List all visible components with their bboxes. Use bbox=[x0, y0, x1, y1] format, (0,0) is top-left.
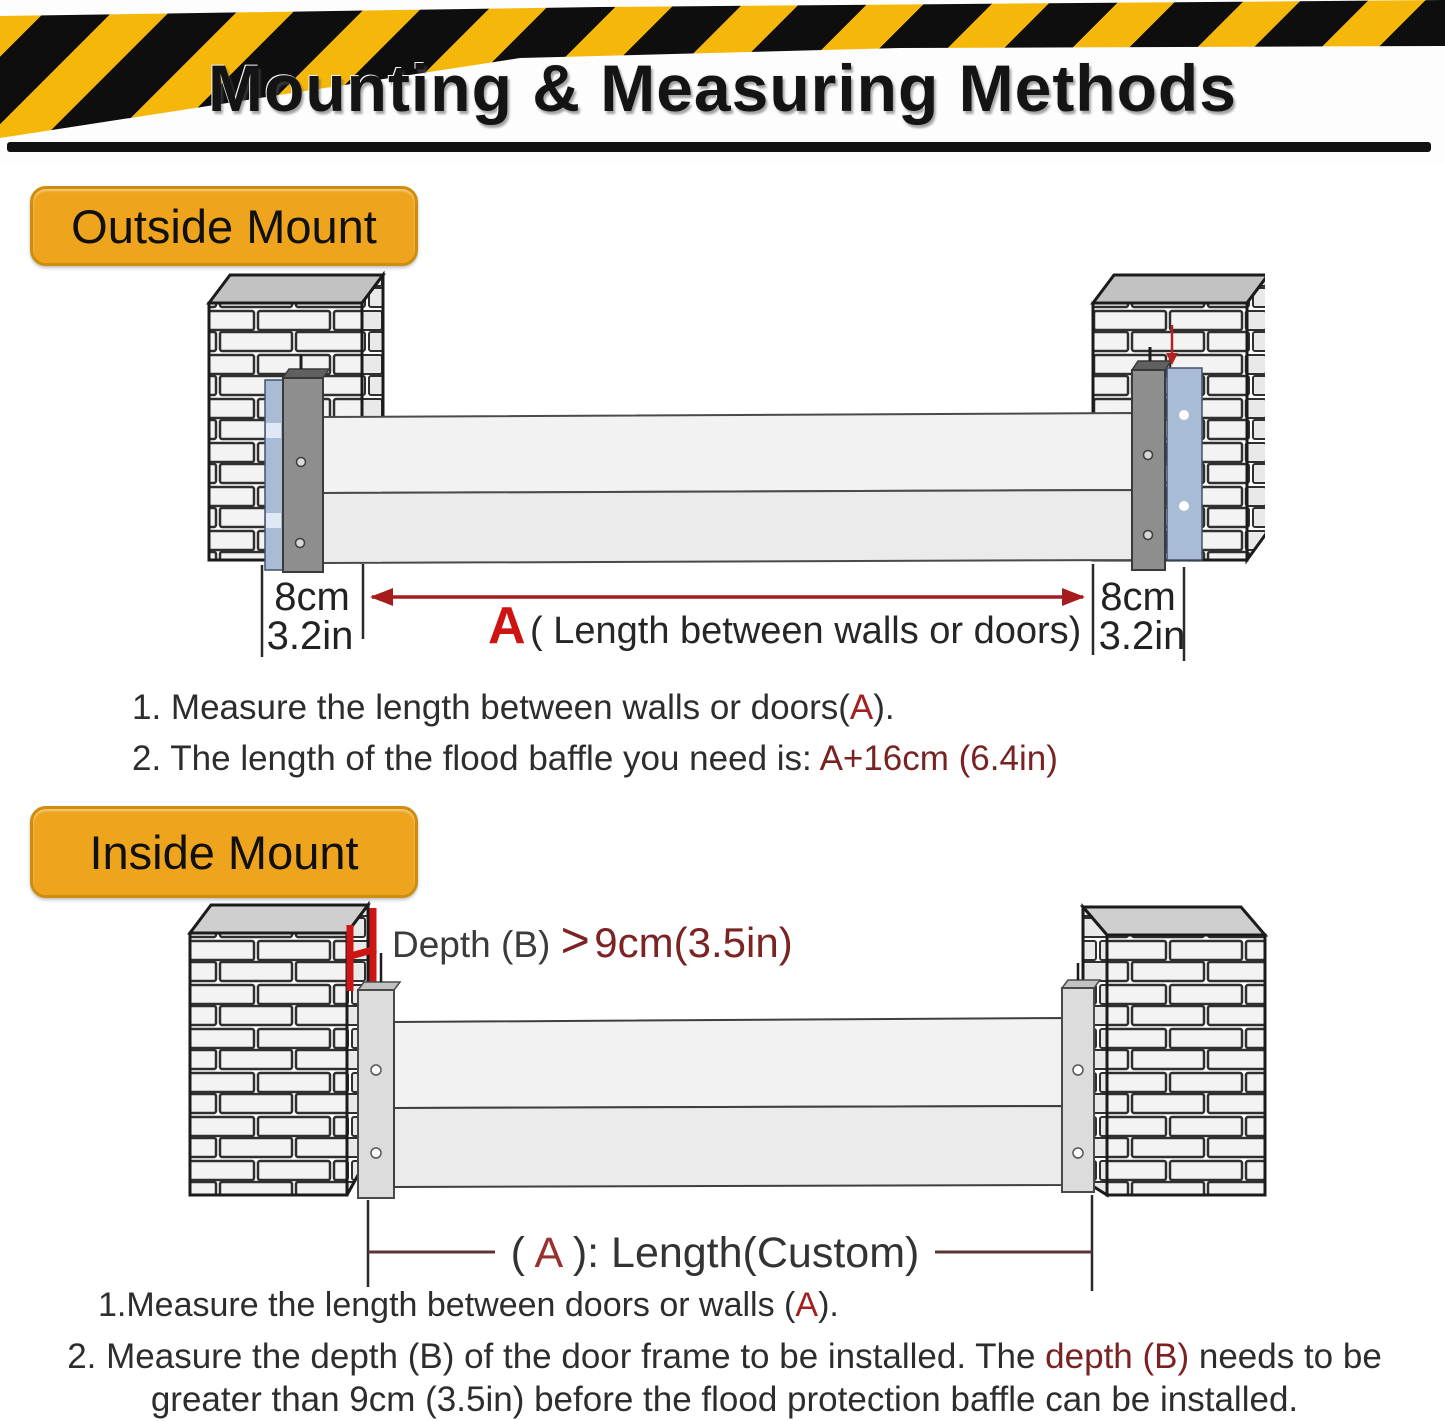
depth-annotation: Depth (B) > 9cm(3.5in) bbox=[392, 912, 793, 968]
page-title: Mounting & Measuring Methods bbox=[208, 51, 1237, 125]
left-gap-cm-label: 8cm bbox=[274, 575, 350, 619]
inside-step-2: 2. Measure the depth (B) of the door frame to be installed. The depth (B) needs to be greater than 9cm (3.5in) before the flood protection baffle can be installed. bbox=[67, 1337, 1382, 1419]
left-gap-in-label: 3.2in bbox=[266, 614, 354, 658]
outside-mount-diagram bbox=[180, 265, 1265, 680]
outside-step-1: 1. Measure the length between walls or doors(A). bbox=[132, 688, 895, 727]
outside-step-2: 2. The length of the flood baffle you need is: A+16cm (6.4in) bbox=[132, 739, 1058, 778]
outside-mount-steps bbox=[132, 690, 1058, 792]
inside-mount-badge bbox=[30, 806, 418, 898]
right-mounting-channel bbox=[1062, 963, 1100, 1192]
flood-barrier-panel bbox=[323, 413, 1132, 563]
outside-mount-badge bbox=[30, 186, 418, 266]
left-mounting-channel bbox=[265, 355, 329, 572]
right-gap-in-label: 3.2in bbox=[1098, 614, 1186, 658]
inside-mount-diagram bbox=[180, 895, 1270, 1295]
span-arrow bbox=[370, 588, 1085, 606]
span-length-label: A ( Length between walls or doors) bbox=[488, 597, 1082, 655]
inside-step-1: 1.Measure the length between doors or walls (A). bbox=[98, 1286, 839, 1324]
inside-mount-label: Inside Mount bbox=[89, 825, 359, 879]
left-brick-pillar bbox=[190, 905, 368, 1195]
right-brick-pillar bbox=[1083, 907, 1265, 1195]
header-divider-bar bbox=[7, 142, 1431, 152]
outside-mount-label: Outside Mount bbox=[71, 199, 377, 253]
header bbox=[0, 0, 1445, 162]
length-label: ( A ): Length(Custom) bbox=[510, 1229, 920, 1277]
flood-barrier-panel bbox=[394, 1018, 1062, 1187]
right-gap-cm-label: 8cm bbox=[1100, 575, 1176, 619]
